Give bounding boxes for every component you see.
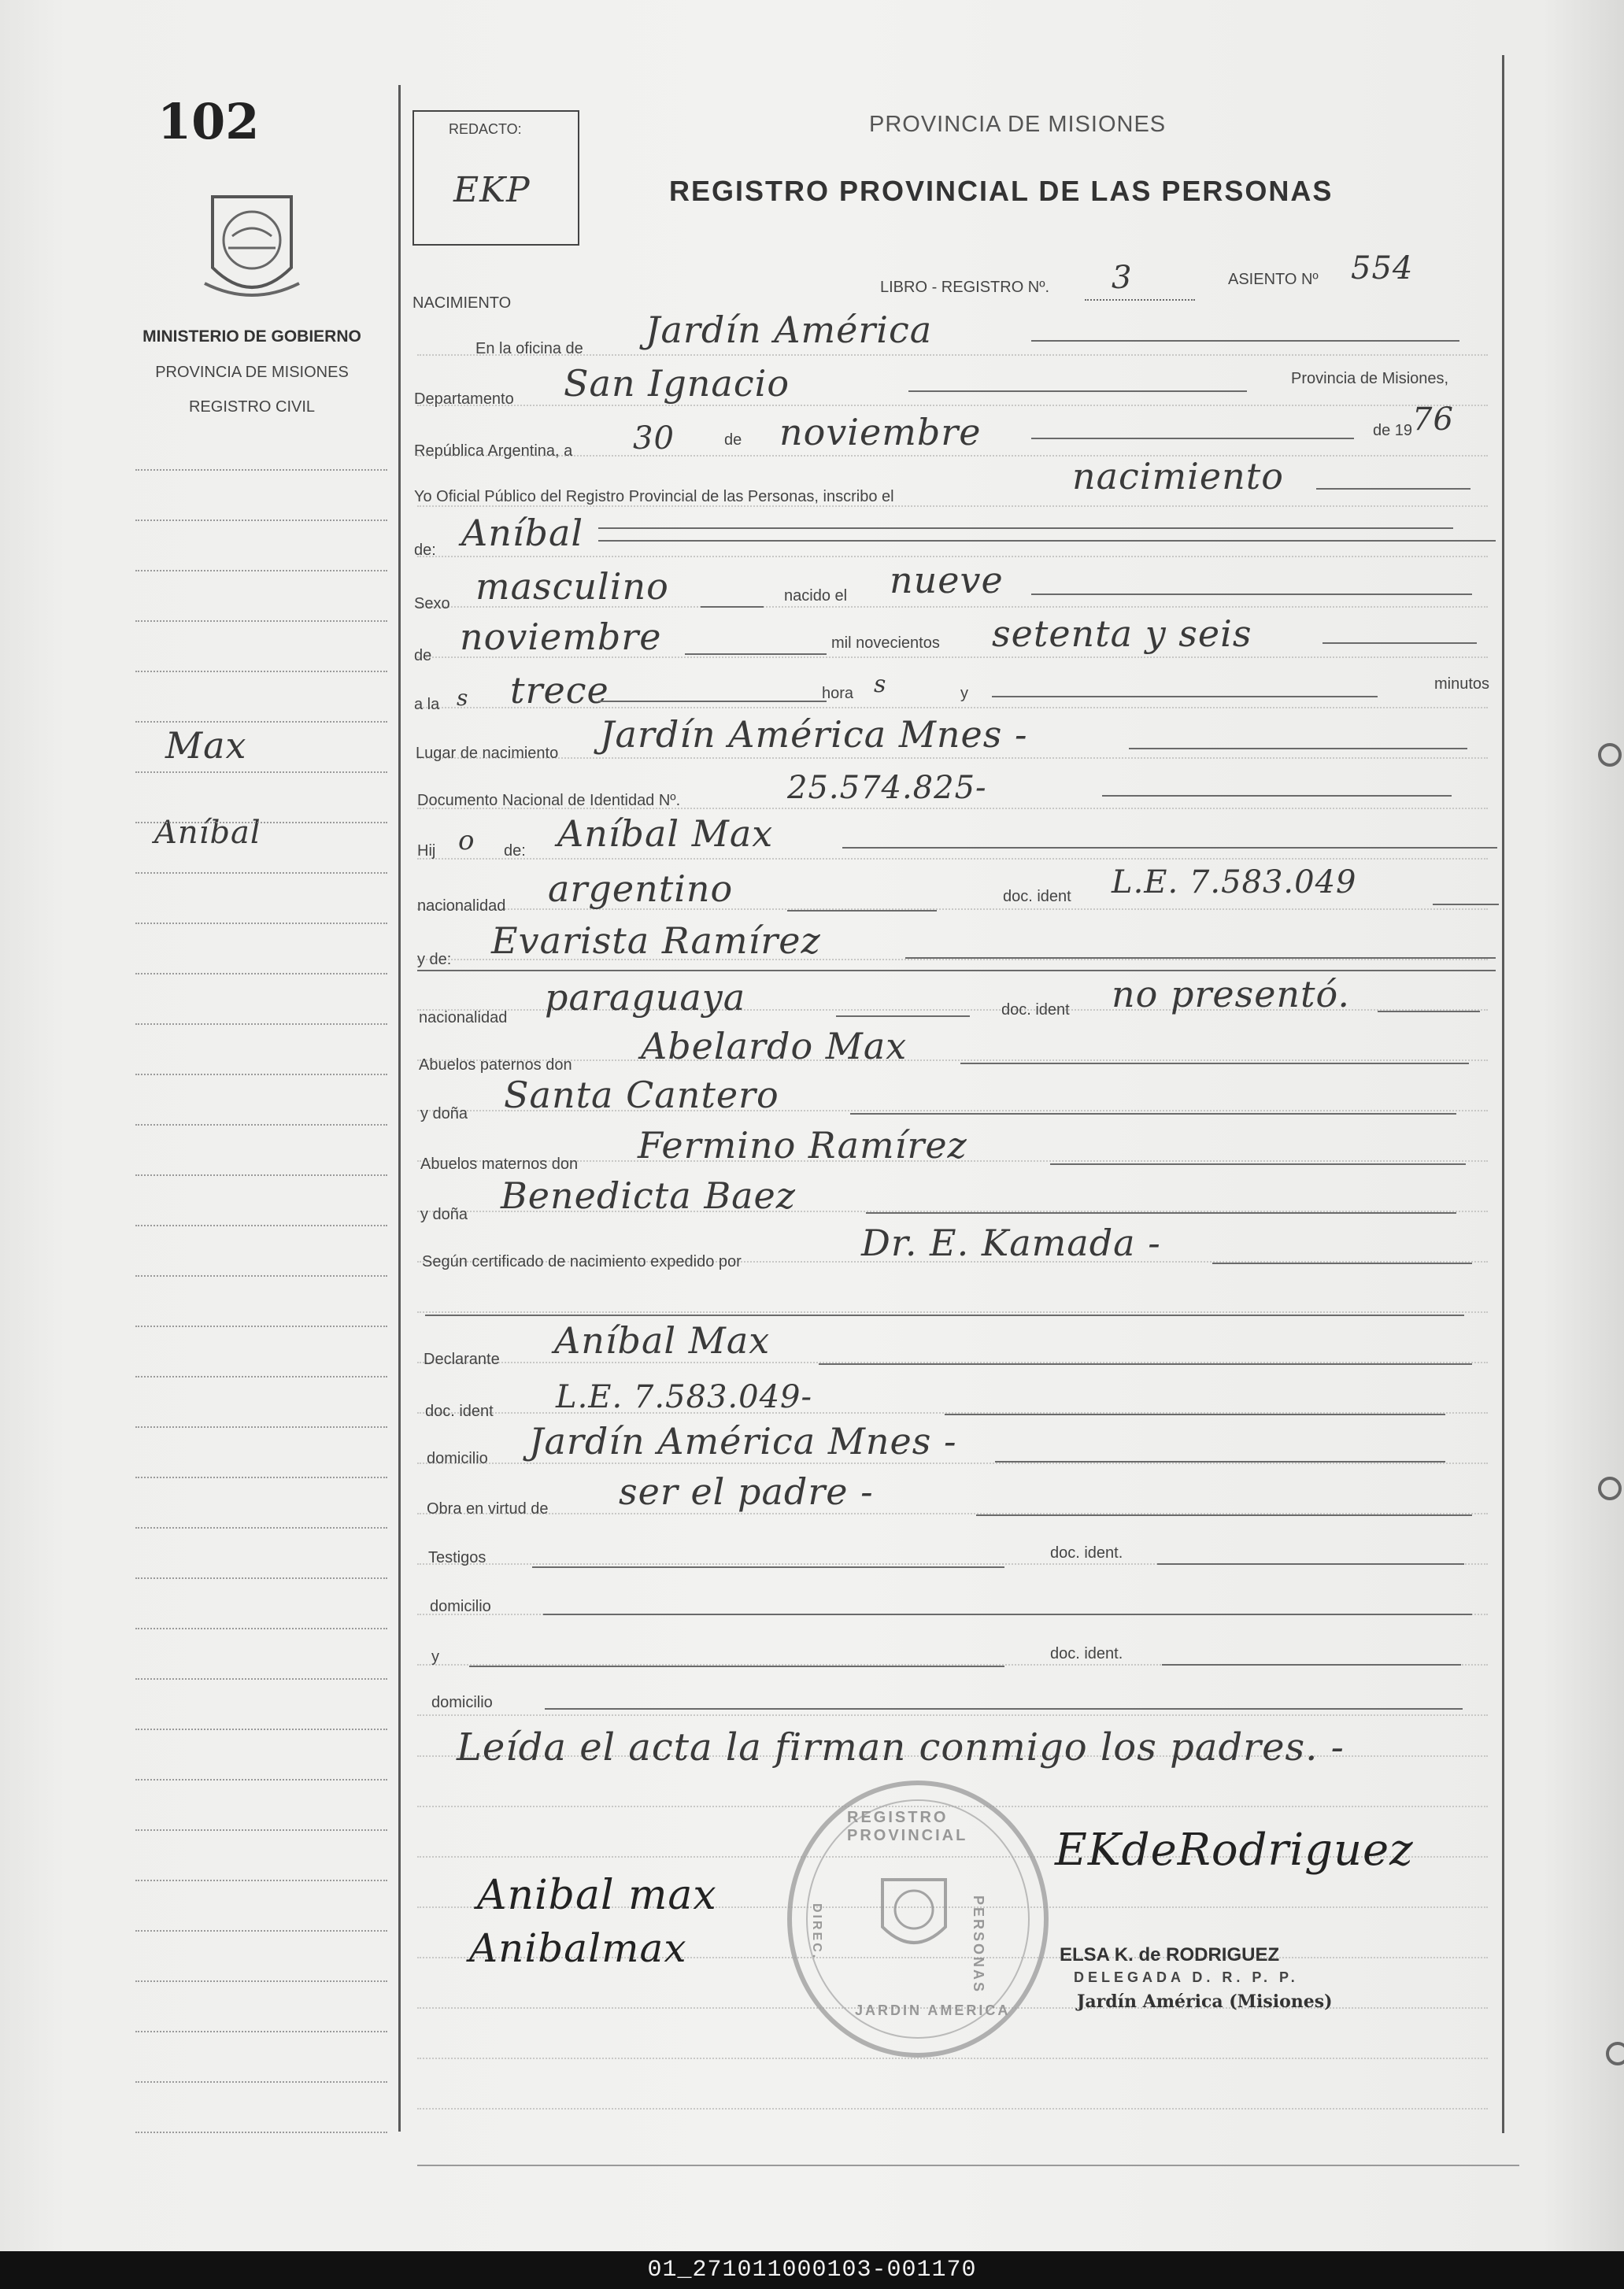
segun-value: Dr. E. Kamada -	[861, 1222, 1161, 1264]
abuelos-paternos-value: Abelardo Max	[641, 1025, 908, 1067]
hijo-label-a: Hij	[417, 842, 436, 860]
oficina-label: En la oficina de	[475, 340, 583, 357]
margin-ruled-line	[135, 1074, 387, 1075]
docident2-value: no presentó.	[1112, 973, 1351, 1015]
margin-ruled-line	[135, 1023, 387, 1025]
nacionalidad2-label: nacionalidad	[419, 1009, 508, 1026]
margin-ruled-line	[135, 872, 387, 874]
margin-ruled-line	[135, 469, 387, 471]
ydona1-label: y doña	[420, 1105, 468, 1122]
docident3-label: doc. ident	[425, 1403, 494, 1420]
sexo-value: masculino	[475, 565, 669, 608]
ala-mark: s	[457, 685, 469, 711]
asiento-value: 554	[1351, 250, 1414, 287]
header-province: PROVINCIA DE MISIONES	[869, 112, 1167, 137]
margin-ruled-line	[135, 1729, 387, 1730]
stamp-left-text: DIREC.	[810, 1903, 823, 1961]
docident1-label: doc. ident	[1003, 888, 1071, 905]
margin-ruled-line	[135, 1930, 387, 1932]
hora-value: trece	[510, 669, 609, 712]
docident3-value: L.E. 7.583.049-	[556, 1379, 812, 1415]
margin-ruled-line	[135, 1275, 387, 1277]
nacionalidad1-label: nacionalidad	[417, 897, 506, 915]
form-guide-line	[417, 2058, 1488, 2059]
oficial-label: Yo Oficial Público del Registro Provincial de las Personas, inscribo el	[414, 488, 894, 505]
departamento-label: Departamento	[414, 390, 514, 408]
ydona1-value: Santa Cantero	[504, 1074, 779, 1116]
mes-value: noviembre	[779, 411, 982, 453]
official-role: DELEGADA D. R. P. P.	[1074, 1969, 1299, 1985]
binding-ring-icon	[1606, 2042, 1624, 2065]
de-label: de	[724, 431, 742, 449]
ydona2-value: Benedicta Baez	[501, 1174, 797, 1217]
madre-value: Evarista Ramírez	[491, 919, 821, 962]
header-title: REGISTRO PROVINCIAL DE LAS PERSONAS	[669, 175, 1334, 207]
yde-label: y de:	[417, 951, 452, 968]
stamp-top-text: REGISTRO PROVINCIAL	[847, 1809, 968, 1844]
binding-ring-icon	[1598, 1477, 1622, 1500]
y2-label: y	[431, 1648, 439, 1666]
margin-ruled-line	[135, 2132, 387, 2133]
closing-text: Leída el acta la firman conmigo los padres. -	[457, 1725, 1345, 1769]
hijo-label-b: de:	[504, 842, 526, 860]
binding-ring-icon	[1598, 743, 1622, 767]
ministry-province: PROVINCIA DE MISIONES	[155, 364, 349, 381]
margin-ruled-line	[135, 671, 387, 672]
ministry-registry: REGISTRO CIVIL	[188, 398, 316, 416]
domicilio1-value: Jardín América Mnes -	[529, 1420, 957, 1463]
anio-value: 76	[1412, 401, 1454, 438]
margin-ruled-line	[135, 1829, 387, 1831]
redacto-box	[412, 110, 579, 246]
libro-value: 3	[1112, 260, 1133, 296]
form-guide-line	[417, 757, 1488, 759]
departamento-value: San Ignacio	[564, 362, 790, 405]
form-guide-line	[417, 1311, 1488, 1313]
docident1-value: L.E. 7.583.049	[1112, 864, 1357, 900]
abuelos-paternos-label: Abuelos paternos don	[419, 1056, 572, 1074]
margin-ruled-line	[135, 1678, 387, 1680]
stamp-bottom-text: JARDIN AMERICA	[855, 2002, 1011, 2018]
dni-label: Documento Nacional de Identidad Nº.	[417, 792, 681, 809]
declarante-value: Aníbal Max	[554, 1319, 771, 1362]
stamp-emblem-icon	[871, 1872, 957, 1958]
abuelos-maternos-value: Fermino Ramírez	[638, 1124, 967, 1167]
mil-label: mil novecientos	[831, 634, 940, 652]
margin-ruled-line	[135, 1376, 387, 1377]
right-frame-line	[1502, 55, 1504, 2133]
padre-value: Aníbal Max	[557, 812, 774, 855]
sexo-label: Sexo	[414, 595, 450, 612]
docident4-label: doc. ident.	[1050, 1544, 1123, 1562]
page-number: 102	[157, 93, 260, 150]
mil-value: setenta y seis	[992, 612, 1252, 655]
margin-ruled-line	[135, 520, 387, 521]
form-guide-line	[417, 556, 1488, 557]
docident5-label: doc. ident.	[1050, 1645, 1123, 1662]
stamp-right-text: PERSONAS	[971, 1895, 986, 1995]
margin-ruled-line	[135, 2031, 387, 2032]
margin-ruled-line	[135, 1225, 387, 1226]
form-guide-line	[417, 2108, 1488, 2110]
margin-ruled-line	[135, 1124, 387, 1126]
obra-label: Obra en virtud de	[427, 1500, 549, 1518]
margin-ruled-line	[135, 570, 387, 571]
redacto-label: REDACTO:	[449, 121, 522, 137]
hora-label: hora	[822, 685, 854, 702]
nombre-value: Aníbal	[461, 512, 584, 554]
margin-ruled-line	[135, 771, 387, 773]
margin-ruled-line	[135, 923, 387, 924]
asiento-label: ASIENTO Nº	[1228, 271, 1319, 288]
footer-caption: 01_271011000103-001170	[0, 2251, 1624, 2289]
nacido-value: nueve	[890, 559, 1004, 601]
dia-value: 30	[633, 420, 675, 457]
margin-ruled-line	[135, 721, 387, 723]
dni-value: 25.574.825-	[787, 770, 987, 806]
de3-label: de	[414, 647, 432, 664]
anio-label: de 19	[1373, 422, 1413, 439]
nacido-label: nacido el	[784, 587, 848, 605]
lugar-label: Lugar de nacimiento	[416, 745, 559, 762]
domicilio3-label: domicilio	[431, 1694, 493, 1711]
oficina-value: Jardín América	[646, 309, 933, 351]
official-seal-stamp	[787, 1781, 1049, 2058]
form-guide-line	[417, 455, 1488, 457]
oficial-value: nacimiento	[1072, 455, 1284, 497]
margin-note-name: Aníbal	[154, 815, 261, 851]
form-guide-line	[417, 1059, 1488, 1061]
form-guide-line	[417, 1463, 1488, 1464]
margin-ruled-line	[135, 1577, 387, 1579]
ydona2-label: y doña	[420, 1206, 468, 1223]
republica-label: República Argentina, a	[414, 442, 573, 460]
ala-label: a la	[414, 696, 440, 713]
minutos-label: minutos	[1434, 675, 1490, 693]
segun-label: Según certificado de nacimiento expedido por	[422, 1253, 742, 1270]
redacto-initials: EKP	[453, 170, 531, 210]
margin-ruled-line	[135, 1779, 387, 1781]
provincia-label: Provincia de Misiones,	[1291, 370, 1449, 387]
margin-ruled-line	[135, 1326, 387, 1327]
official-name: ELSA K. de RODRIGUEZ	[1060, 1944, 1280, 1965]
signature-official: EKdeRodriguez	[1055, 1825, 1414, 1876]
obra-value: ser el padre -	[619, 1470, 874, 1513]
y-label: y	[960, 685, 968, 702]
provincial-crest-icon	[197, 189, 307, 315]
form-guide-line	[417, 858, 1488, 860]
margin-ruled-line	[135, 1527, 387, 1529]
margin-ruled-line	[135, 1426, 387, 1428]
nacido-mes-value: noviembre	[460, 616, 662, 658]
margin-ruled-line	[135, 973, 387, 974]
lugar-value: Jardín América Mnes -	[600, 713, 1028, 756]
bottom-frame-line	[417, 2165, 1519, 2166]
domicilio1-label: domicilio	[427, 1450, 488, 1467]
domicilio2-label: domicilio	[430, 1598, 491, 1615]
testigos-label: Testigos	[428, 1549, 486, 1566]
nacionalidad2-value: paraguaya	[545, 976, 746, 1019]
record-type-label: NACIMIENTO	[412, 294, 512, 312]
form-guide-line	[417, 1714, 1488, 1716]
hijo-mark: o	[458, 825, 475, 856]
signature-father-1: Anibal max	[477, 1872, 717, 1919]
margin-ruled-line	[135, 1174, 387, 1176]
left-frame-line	[398, 85, 401, 2132]
hora-mark: s	[874, 671, 887, 698]
margin-ruled-line	[135, 2081, 387, 2083]
declarante-label: Declarante	[424, 1351, 500, 1368]
docident2-label: doc. ident	[1001, 1001, 1070, 1019]
margin-ruled-line	[135, 1980, 387, 1982]
form-guide-line	[417, 405, 1488, 406]
abuelos-maternos-label: Abuelos maternos don	[420, 1156, 579, 1173]
margin-ruled-line	[135, 822, 387, 823]
signature-father-2: Anibalmax	[469, 1925, 687, 1971]
margin-ruled-line	[135, 1628, 387, 1629]
margin-ruled-line	[135, 620, 387, 622]
nacionalidad1-value: argentino	[548, 867, 734, 910]
ministry-name: MINISTERIO DE GOBIERNO	[142, 327, 361, 346]
margin-ruled-line	[135, 1880, 387, 1881]
official-place: Jardín América (Misiones)	[1077, 1991, 1333, 2012]
libro-label: LIBRO - REGISTRO Nº.	[880, 279, 1050, 296]
de2-label: de:	[414, 542, 436, 559]
margin-ruled-line	[135, 1477, 387, 1478]
margin-note-surname: Max	[165, 724, 247, 767]
